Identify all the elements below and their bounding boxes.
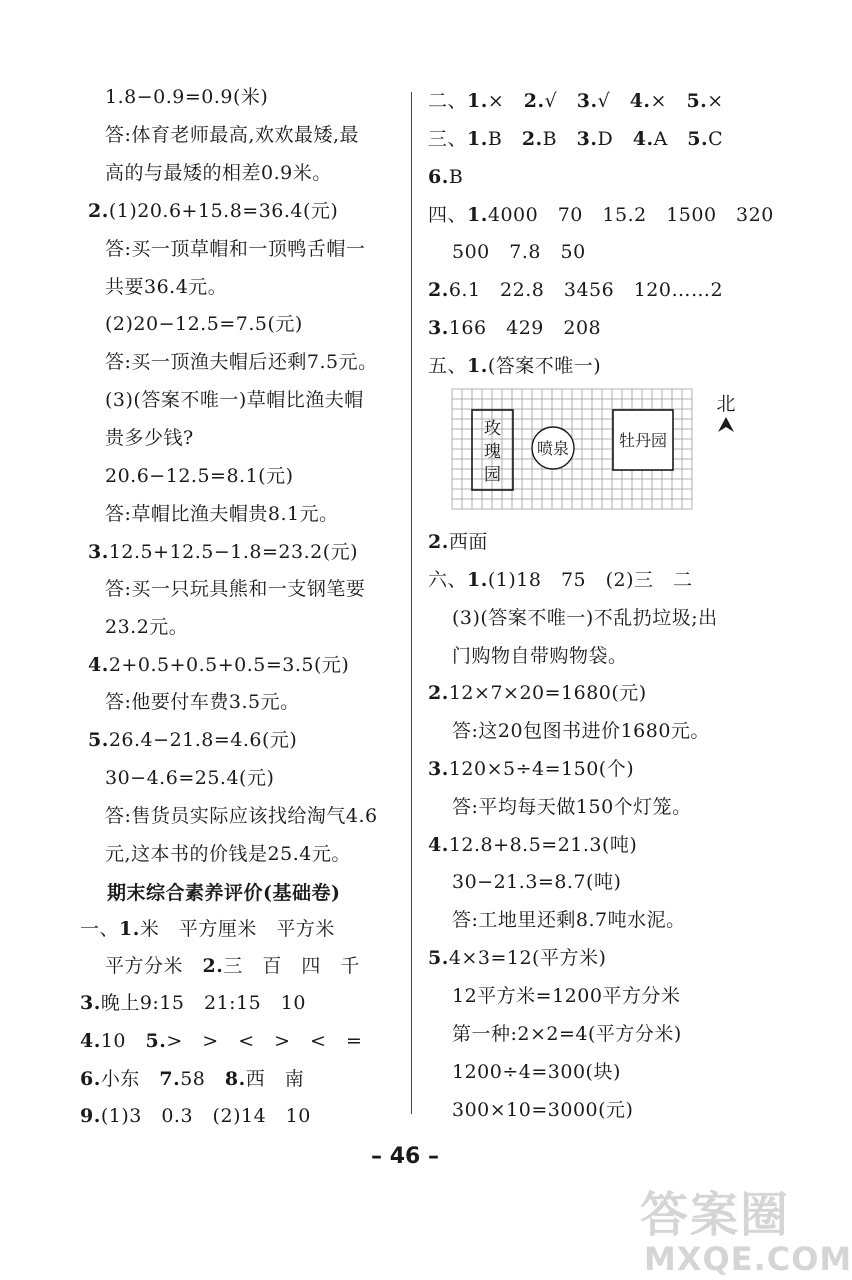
- answer-text: (3)(答案不唯一)草帽比渔夫帽: [105, 389, 364, 411]
- question-number: 5.: [145, 1030, 167, 1052]
- question-number: 1.: [467, 90, 488, 112]
- answer-text: 12.8+8.5=21.3(吨): [448, 834, 638, 856]
- answer-text: 58: [180, 1068, 225, 1090]
- rose-garden-char-2: 瑰: [484, 442, 501, 462]
- question-number: 4.: [88, 654, 109, 676]
- left-answer-line: [88, 540, 358, 564]
- answer-text: 4000 70 15.2 1500 320: [487, 204, 774, 226]
- answer-text: 一、: [80, 918, 120, 940]
- answer-text: 三、: [428, 128, 468, 150]
- answer-text: 12平方米=1200平方分米: [452, 985, 681, 1007]
- answer-text: 答:售货员实际应该找给淘气4.6: [105, 805, 378, 827]
- left-answer-line: [105, 766, 274, 790]
- right-answer-line: [452, 1060, 621, 1084]
- question-number: 9.: [80, 1105, 101, 1127]
- question-number: 8.: [224, 1068, 246, 1090]
- answer-text: 12.5+12.5−1.8=23.2(元): [108, 541, 359, 563]
- left-answer-line: [88, 653, 349, 677]
- right-answer-line: [452, 795, 692, 819]
- right-answer-line: [428, 203, 774, 227]
- right-answer-line: [428, 833, 637, 857]
- answer-text: 2+0.5+0.5+0.5=3.5(元): [108, 654, 350, 676]
- question-number: 3.: [576, 128, 598, 150]
- answer-text: 10: [100, 1030, 146, 1052]
- left-answer-line: [88, 199, 338, 223]
- map-diagram: [452, 389, 752, 519]
- left-answer-line: [105, 123, 359, 147]
- question-number: 2.: [523, 90, 545, 112]
- answer-text: 答:买一只玩具熊和一支钢笔要: [105, 578, 366, 600]
- right-answer-line: [428, 165, 463, 189]
- left-answer-line: [105, 237, 365, 261]
- north-label: 北: [716, 393, 736, 415]
- answer-text: 共要36.4元。: [105, 276, 228, 298]
- left-answer-line: [105, 954, 360, 978]
- question-number: 5.: [686, 90, 708, 112]
- answer-text: B: [487, 128, 522, 150]
- right-answer-line: [452, 644, 628, 668]
- left-answer-line: [105, 577, 365, 601]
- answer-text: (答案不唯一): [487, 355, 602, 377]
- answer-text: (2)20−12.5=7.5(元): [105, 313, 303, 335]
- answer-text: 西面: [448, 531, 488, 553]
- answer-text: 平方分米: [105, 955, 203, 977]
- answer-text: (3)(答案不唯一)不乱扔垃圾;出: [452, 607, 718, 629]
- right-answer-line: [428, 681, 647, 705]
- question-number: 7.: [159, 1068, 181, 1090]
- answer-text: 答:这20包图书进价1680元。: [452, 720, 710, 742]
- right-answer-line: [428, 354, 601, 378]
- question-number: 5.: [428, 947, 449, 969]
- left-answer-line: [107, 881, 340, 905]
- answer-text: 二、: [428, 90, 468, 112]
- left-answer-line: [80, 1067, 304, 1091]
- question-number: 2.: [202, 955, 224, 977]
- answer-text: 贵多少钱?: [105, 427, 194, 449]
- answer-text: 6.1 22.8 3456 120……2: [448, 279, 724, 301]
- right-answer-line: [428, 946, 606, 970]
- answer-text: (1)3 0.3 (2)14 10: [100, 1105, 311, 1127]
- question-number: 2.: [428, 279, 449, 301]
- right-answer-line: [452, 870, 621, 894]
- right-answer-line: [452, 606, 718, 630]
- answer-text: 晚上9:15 21:15 10: [100, 992, 306, 1014]
- question-number: 4.: [80, 1030, 101, 1052]
- answer-text: 元,这本书的价钱是25.4元。: [105, 843, 351, 865]
- answer-text: > > < > < =: [166, 1030, 363, 1052]
- answer-text: 1.8−0.9=0.9(米): [105, 86, 269, 108]
- question-number: 1.: [467, 569, 488, 591]
- answer-text: 答:买一顶渔夫帽后还剩7.5元。: [105, 351, 378, 373]
- right-answer-line: [452, 984, 680, 1008]
- question-number: 5.: [88, 729, 109, 751]
- left-answer-line: [105, 388, 364, 412]
- answer-text: D: [597, 128, 633, 150]
- question-number: 3.: [576, 90, 598, 112]
- answer-text: 答:工地里还剩8.7吨水泥。: [452, 909, 686, 931]
- column-divider: [411, 92, 412, 1114]
- watermark-logo: 答案圈 MXQE.COM: [640, 1187, 852, 1278]
- answer-text: 答:草帽比渔夫帽贵8.1元。: [105, 503, 339, 525]
- answer-text: (1)18 75 (2)三 二: [487, 569, 693, 591]
- left-answer-line: [105, 275, 227, 299]
- page-number: – 46 –: [371, 1144, 439, 1169]
- left-answer-line: [80, 1029, 362, 1053]
- right-answer-line: [428, 568, 693, 592]
- left-answer-line: [105, 842, 351, 866]
- left-answer-line: [105, 502, 339, 526]
- question-number: 4.: [629, 90, 651, 112]
- question-number: 3.: [428, 758, 449, 780]
- left-answer-line: [80, 1104, 311, 1128]
- answer-text: C: [708, 128, 724, 150]
- answer-text: 小东: [100, 1068, 160, 1090]
- answer-text: (1)20.6+15.8=36.4(元): [108, 200, 339, 222]
- left-answer-line: [105, 464, 294, 488]
- answer-text: ×: [707, 90, 724, 112]
- answer-text: 答:平均每天做150个灯笼。: [452, 796, 692, 818]
- answer-text: 23.2元。: [105, 616, 189, 638]
- answer-text: 1200÷4=300(块): [452, 1061, 621, 1083]
- answer-text: 答:他要付车费3.5元。: [105, 691, 300, 713]
- left-answer-line: [80, 917, 335, 941]
- question-number: 2.: [521, 128, 543, 150]
- question-number: 3.: [80, 992, 101, 1014]
- left-answer-line: [105, 804, 378, 828]
- left-answer-line: [88, 728, 297, 752]
- answer-text: A: [653, 128, 688, 150]
- north-arrow-icon: [718, 417, 734, 432]
- rose-garden-char-3: 园: [484, 465, 501, 485]
- answer-text: 三 百 四 千: [223, 955, 360, 977]
- answer-text: 答:体育老师最高,欢欢最矮,最: [105, 124, 359, 146]
- right-answer-line: [452, 240, 586, 264]
- answer-text: 30−21.3=8.7(吨): [452, 871, 622, 893]
- right-answer-line: [428, 89, 724, 113]
- question-number: 1.: [467, 128, 488, 150]
- answer-text: 20.6−12.5=8.1(元): [105, 465, 294, 487]
- rose-garden-char-1: 玫: [484, 419, 501, 439]
- left-answer-line: [105, 350, 378, 374]
- question-number: 2.: [88, 200, 109, 222]
- question-number: 6.: [428, 166, 449, 188]
- question-number: 6.: [80, 1068, 101, 1090]
- answer-text: 第一种:2×2=4(平方分米): [452, 1023, 682, 1045]
- question-number: 1.: [467, 355, 488, 377]
- right-answer-line: [452, 1022, 682, 1046]
- right-answer-line: [452, 719, 710, 743]
- left-answer-line: [105, 85, 268, 109]
- answer-text: 26.4−21.8=4.6(元): [108, 729, 298, 751]
- right-answer-line: [428, 757, 634, 781]
- answer-text: √: [597, 90, 630, 112]
- answer-text: 166 429 208: [448, 317, 602, 339]
- right-answer-line: [428, 316, 601, 340]
- answer-text: B: [542, 128, 577, 150]
- answer-text: B: [448, 166, 464, 188]
- answer-text: ×: [487, 90, 524, 112]
- answer-text: ×: [650, 90, 687, 112]
- right-answer-line: [428, 127, 723, 151]
- question-number: 4.: [428, 834, 449, 856]
- section-heading: 期末综合素养评价(基础卷): [107, 882, 341, 904]
- right-answer-line: [452, 1098, 633, 1122]
- left-answer-line: [105, 615, 188, 639]
- answer-text: 米 平方厘米 平方米: [139, 918, 335, 940]
- answer-text: 门购物自带购物袋。: [452, 645, 628, 667]
- question-number: 3.: [88, 541, 109, 563]
- answer-text: 四、: [428, 204, 468, 226]
- right-answer-line: [428, 530, 488, 554]
- answer-text: 500 7.8 50: [452, 241, 586, 263]
- answer-text: 120×5÷4=150(个): [448, 758, 635, 780]
- right-answer-line: [428, 278, 723, 302]
- question-number: 1.: [467, 204, 488, 226]
- answer-text: 答:买一顶草帽和一顶鸭舌帽一: [105, 238, 366, 260]
- answer-text: 300×10=3000(元): [452, 1099, 634, 1121]
- left-answer-line: [80, 991, 306, 1015]
- answer-text: 西 南: [245, 1068, 305, 1090]
- right-answer-line: [452, 908, 686, 932]
- answer-text: √: [544, 90, 577, 112]
- answer-text: 高的与最矮的相差0.9米。: [105, 162, 332, 184]
- left-answer-line: [105, 690, 300, 714]
- left-answer-line: [105, 426, 194, 450]
- question-number: 2.: [428, 682, 449, 704]
- fountain-label: 喷泉: [536, 439, 570, 458]
- left-answer-line: [105, 312, 303, 336]
- question-number: 1.: [119, 918, 140, 940]
- left-answer-line: [105, 161, 332, 185]
- answer-text: 六、: [428, 569, 468, 591]
- answer-text: 4×3=12(平方米): [448, 947, 607, 969]
- question-number: 4.: [632, 128, 654, 150]
- question-number: 3.: [428, 317, 449, 339]
- peony-garden-label: 牡丹园: [618, 431, 668, 450]
- answer-text: 30−4.6=25.4(元): [105, 767, 275, 789]
- answer-text: 五、: [428, 355, 468, 377]
- question-number: 2.: [428, 531, 449, 553]
- answer-text: 12×7×20=1680(元): [448, 682, 647, 704]
- question-number: 5.: [687, 128, 709, 150]
